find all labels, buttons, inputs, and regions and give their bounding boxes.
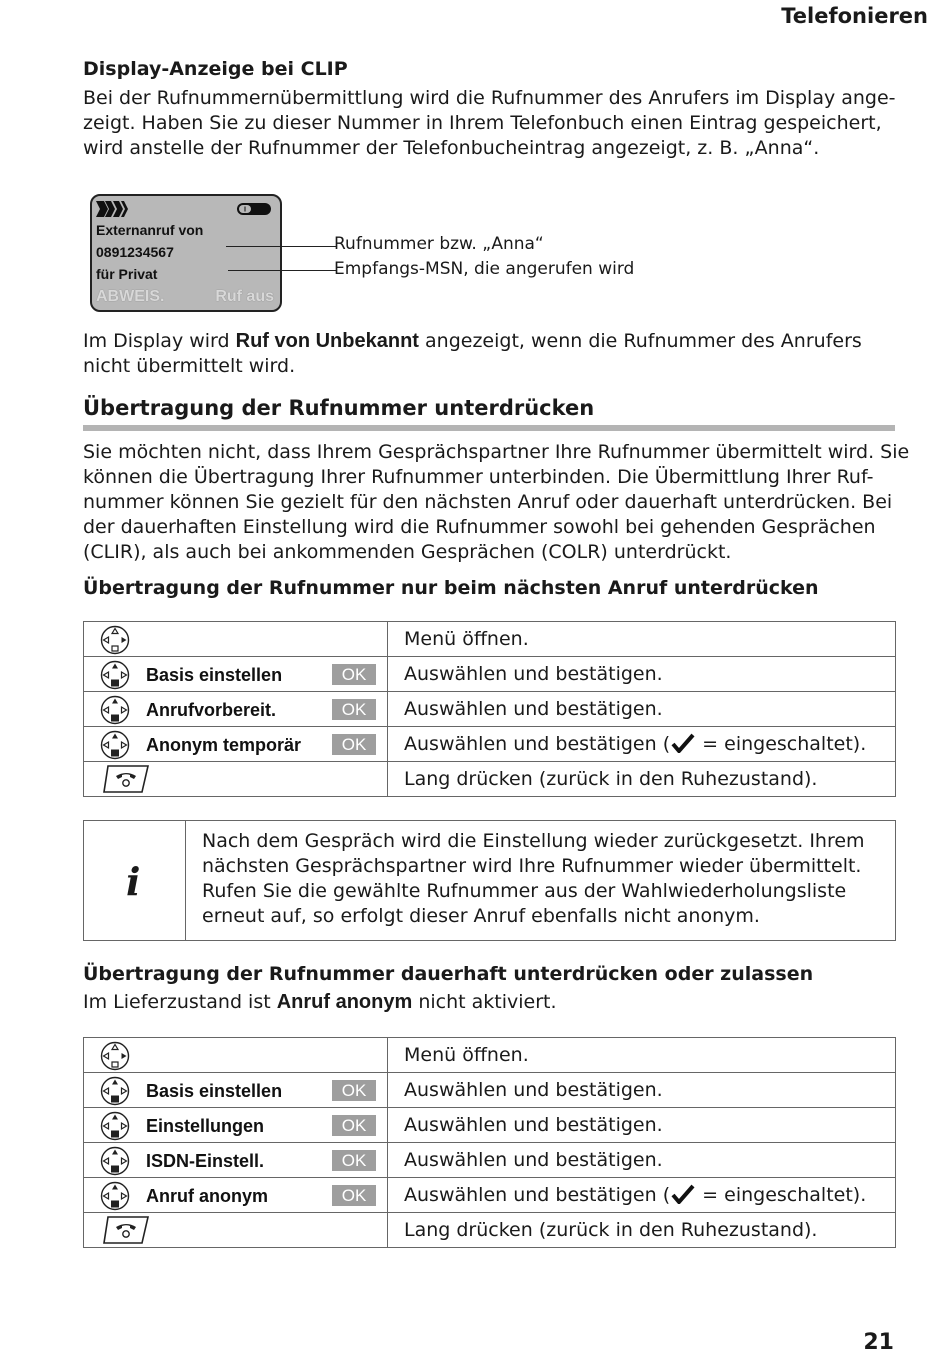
step-action: Lang drücken (zurück in den Ruhezustand). bbox=[388, 762, 896, 797]
ok-key: OK bbox=[332, 1185, 376, 1206]
text-line: nicht übermittelt wird. bbox=[83, 355, 296, 377]
permanent-subtext bbox=[83, 990, 557, 1015]
text-line: erneut auf, so erfolgt dieser Anruf ebenfalls nicht anonym. bbox=[202, 905, 760, 927]
table-row bbox=[84, 762, 896, 797]
table-row bbox=[84, 1143, 896, 1178]
heading-rule bbox=[83, 425, 895, 431]
control-key-select-icon bbox=[100, 1146, 130, 1176]
table-row bbox=[84, 1073, 896, 1108]
step-key-cell bbox=[84, 1143, 388, 1178]
permanent-heading: Übertragung der Rufnummer dauerhaft unterdrücken oder zulassen bbox=[83, 963, 814, 985]
menu-label: ISDN-Einstell. bbox=[146, 1151, 265, 1171]
ok-key: OK bbox=[332, 699, 376, 720]
menu-term: Ruf von Unbekannt bbox=[235, 330, 419, 352]
step-action: Auswählen und bestätigen. bbox=[388, 1073, 896, 1108]
menu-label: Basis einstellen bbox=[146, 1081, 283, 1101]
checkmark-icon bbox=[670, 733, 696, 753]
checkmark-icon bbox=[670, 1184, 696, 1204]
text-run: Im Lieferzustand ist bbox=[83, 991, 277, 1013]
menu-label: Einstellungen bbox=[146, 1116, 265, 1136]
step-key-cell bbox=[84, 692, 388, 727]
text-line: zeigt. Haben Sie zu dieser Nummer in Ihrem Telefonbuch einen Eintrag gespeichert, bbox=[83, 112, 882, 134]
info-box bbox=[83, 820, 896, 941]
text-run: nicht aktiviert. bbox=[412, 991, 557, 1013]
text-line: nächsten Gesprächspartner wird Ihre Rufnummer wieder übermittelt. bbox=[202, 855, 862, 877]
text-line: wird anstelle der Rufnummer der Telefonbucheintrag angezeigt, z. B. „Anna“. bbox=[83, 137, 820, 159]
permanent-steps-table bbox=[83, 1037, 896, 1248]
step-key-cell bbox=[84, 657, 388, 692]
text-line: (CLIR), als auch bei ankommenden Gesprächen (COLR) unterdrückt. bbox=[83, 541, 732, 563]
text-run: = eingeschaltet). bbox=[696, 733, 867, 755]
step-action bbox=[388, 727, 896, 762]
divider bbox=[185, 821, 186, 940]
text-line: können die Übertragung Ihrer Rufnummer unterbinden. Die Übermittlung Ihrer Ruf- bbox=[83, 466, 874, 488]
callout-number: Rufnummer bzw. „Anna“ bbox=[334, 234, 544, 254]
text-line: nummer können Sie gezielt für den nächsten Anruf oder dauerhaft unterdrücken. Bei bbox=[83, 491, 893, 513]
signal-bars-icon bbox=[96, 201, 128, 217]
callout-msn: Empfangs-MSN, die angerufen wird bbox=[334, 259, 635, 279]
unknown-paragraph bbox=[83, 329, 862, 379]
text-run: angezeigt, wenn die Rufnummer des Anrufers bbox=[418, 330, 862, 352]
end-call-key-icon bbox=[102, 1215, 150, 1245]
display-line: Externanruf von bbox=[96, 222, 204, 238]
ok-key: OK bbox=[332, 1080, 376, 1101]
table-row bbox=[84, 727, 896, 762]
table-row bbox=[84, 622, 896, 657]
next-call-steps-table bbox=[83, 621, 896, 797]
text-line bbox=[83, 329, 862, 354]
end-call-key-icon bbox=[102, 764, 150, 794]
table-row bbox=[84, 1038, 896, 1073]
control-key-open-icon bbox=[100, 625, 130, 655]
menu-term: Anruf anonym bbox=[276, 991, 413, 1013]
step-key-cell bbox=[84, 762, 388, 797]
text-run: Im Display wird bbox=[83, 330, 236, 352]
ok-key: OK bbox=[332, 664, 376, 685]
step-action: Auswählen und bestätigen. bbox=[388, 692, 896, 727]
step-key-cell bbox=[84, 1178, 388, 1213]
table-row bbox=[84, 692, 896, 727]
step-key-cell bbox=[84, 1073, 388, 1108]
step-key-cell bbox=[84, 1108, 388, 1143]
next-call-heading: Übertragung der Rufnummer nur beim nächsten Anruf unterdrücken bbox=[83, 577, 819, 599]
page-number: 21 bbox=[863, 1330, 894, 1355]
control-key-open-icon bbox=[100, 1041, 130, 1071]
section-paragraph bbox=[83, 440, 909, 565]
table-row bbox=[84, 1213, 896, 1248]
menu-label: Basis einstellen bbox=[146, 665, 283, 685]
clip-heading: Display-Anzeige bei CLIP bbox=[83, 58, 348, 80]
step-action: Lang drücken (zurück in den Ruhezustand). bbox=[388, 1213, 896, 1248]
phone-display bbox=[90, 194, 282, 312]
control-key-select-icon bbox=[100, 1076, 130, 1106]
text-run: Auswählen und bestätigen ( bbox=[404, 1184, 671, 1206]
display-number: 0891234567 bbox=[96, 244, 174, 260]
table-row bbox=[84, 1178, 896, 1213]
step-key-cell bbox=[84, 622, 388, 657]
softkey-reject: ABWEIS. bbox=[96, 288, 165, 305]
info-text bbox=[202, 829, 882, 929]
menu-label: Anrufvorbereit. bbox=[146, 700, 277, 720]
ok-key: OK bbox=[332, 1115, 376, 1136]
text-line: der dauerhaften Einstellung wird die Rufnummer sowohl bei gehenden Gesprächen bbox=[83, 516, 876, 538]
callout-line bbox=[228, 270, 336, 271]
menu-label: Anruf anonym bbox=[146, 1186, 269, 1206]
control-key-select-icon bbox=[100, 695, 130, 725]
step-key-cell bbox=[84, 1038, 388, 1073]
softkey-call-off: Ruf aus bbox=[215, 288, 274, 305]
display-line: für Privat bbox=[96, 266, 158, 282]
text-line: Rufen Sie die gewählte Rufnummer aus der Wahlwiederholungsliste bbox=[202, 880, 847, 902]
table-row bbox=[84, 1108, 896, 1143]
step-action: Auswählen und bestätigen. bbox=[388, 1108, 896, 1143]
section-title: Telefonieren bbox=[781, 4, 928, 28]
section-heading: Übertragung der Rufnummer unterdrücken bbox=[83, 396, 595, 420]
text-line: Sie möchten nicht, dass Ihrem Gesprächspartner Ihre Rufnummer übermittelt wird. Sie bbox=[83, 441, 910, 463]
step-action: Auswählen und bestätigen. bbox=[388, 657, 896, 692]
control-key-select-icon bbox=[100, 660, 130, 690]
step-action bbox=[388, 1178, 896, 1213]
callout-line bbox=[226, 246, 336, 247]
text-run: Auswählen und bestätigen ( bbox=[404, 733, 671, 755]
menu-label: Anonym temporär bbox=[146, 735, 302, 755]
step-key-cell bbox=[84, 727, 388, 762]
text-line: Nach dem Gespräch wird die Einstellung wieder zurückgesetzt. Ihrem bbox=[202, 830, 865, 852]
control-key-select-icon bbox=[100, 730, 130, 760]
table-row bbox=[84, 657, 896, 692]
text-line: Bei der Rufnummernübermittlung wird die Rufnummer des Anrufers im Display ange- bbox=[83, 87, 896, 109]
step-action: Auswählen und bestätigen. bbox=[388, 1143, 896, 1178]
text-run: = eingeschaltet). bbox=[696, 1184, 867, 1206]
step-action: Menü öffnen. bbox=[388, 1038, 896, 1073]
control-key-select-icon bbox=[100, 1111, 130, 1141]
ok-key: OK bbox=[332, 734, 376, 755]
battery-icon bbox=[236, 202, 272, 216]
info-icon: i bbox=[126, 859, 141, 904]
ok-key: OK bbox=[332, 1150, 376, 1171]
step-action: Menü öffnen. bbox=[388, 622, 896, 657]
control-key-select-icon bbox=[100, 1181, 130, 1211]
clip-paragraph bbox=[83, 86, 896, 161]
step-key-cell bbox=[84, 1213, 388, 1248]
